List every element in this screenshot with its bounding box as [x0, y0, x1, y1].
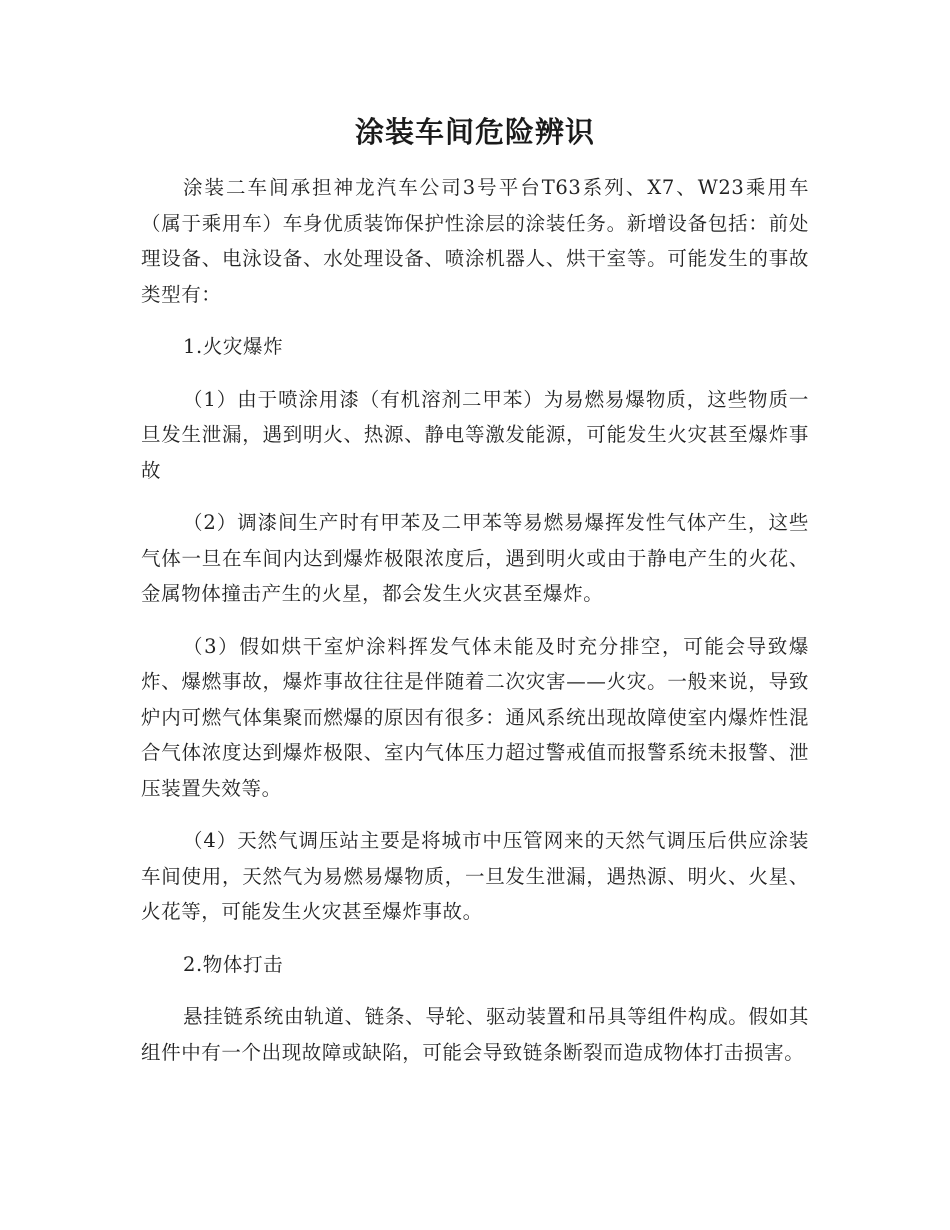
- fire-item-4: （4）天然气调压站主要是将城市中压管网来的天然气调压后供应涂装车间使用，天然气为易燃易爆物质，一旦发生泄漏，遇热源、明火、火星、火花等，可能发生火灾甚至爆炸事故。: [141, 829, 809, 923]
- section-heading-fire-explosion: 1.火灾爆炸: [183, 335, 284, 358]
- document-body: [141, 110, 809, 1070]
- fire-item-3: （3）假如烘干室炉涂料挥发气体未能及时充分排空，可能会导致爆炸、爆燃事故，爆炸事故往往是伴随着二次灾害——火灾。一般来说，导致炉内可燃气体集聚而燃爆的原因有很多：通风系统出现故障使室内爆炸性混合气体浓度达到爆炸极限、室内气体压力超过警戒值而报警系统未报警、泄压装置失效等。: [141, 634, 809, 800]
- strike-item-1: 悬挂链系统由轨道、链条、导轮、驱动装置和吊具等组件构成。假如其组件中有一个出现故障或缺陷，可能会导致链条断裂而造成物体打击损害。: [141, 1005, 809, 1064]
- section-heading-object-strike: 2.物体打击: [183, 952, 284, 976]
- fire-item-1: （1）由于喷涂用漆（有机溶剂二甲苯）为易燃易爆物质，这些物质一旦发生泄漏，遇到明火、热源、静电等激发能源，可能发生火灾甚至爆炸事故: [141, 387, 809, 482]
- fire-item-2: （2）调漆间生产时有甲苯及二甲苯等易燃易爆挥发性气体产生，这些气体一旦在车间内达到爆炸极限浓度后，遇到明火或由于静电产生的火花、金属物体撞击产生的火星，都会发生火灾甚至爆炸。: [141, 511, 809, 605]
- intro-paragraph: 涂装二车间承担神龙汽车公司3号平台T63系列、X7、W23乘用车（属于乘用车）车身优质装饰保护性涂层的涂装任务。新增设备包括：前处理设备、电泳设备、水处理设备、喷涂机器人、烘干室等。可能发生的事故类型有：: [141, 176, 809, 306]
- document-title: 涂装车间危险辨识: [354, 115, 595, 149]
